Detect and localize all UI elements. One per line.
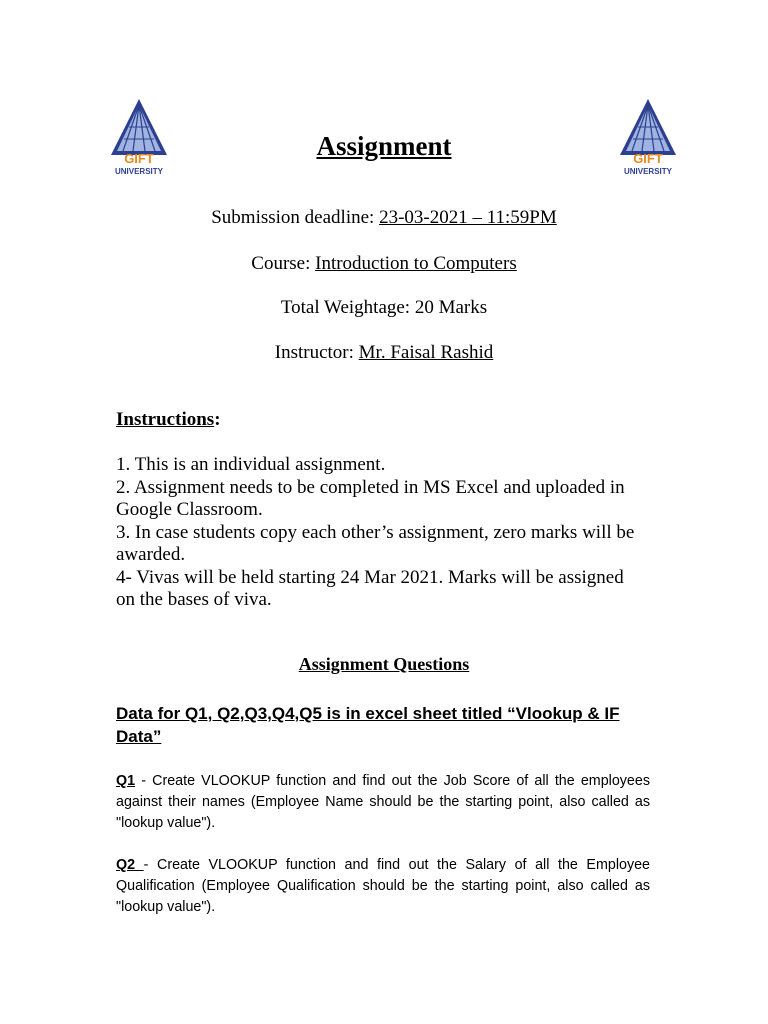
question-2-text: - Create VLOOKUP function and find out the Salary of all the Employee Qualification (Employee Qualification should be the starting point, also called as "lookup value"). — [116, 857, 651, 915]
instructor-line — [0, 342, 768, 364]
question-1 — [116, 771, 650, 834]
instructions-heading — [116, 409, 221, 431]
course-value: Introduction to Computers — [315, 253, 517, 274]
instruction-item: 4- Vivas will be held starting 24 Mar 2021. Marks will be assigned on the bases of viva. — [116, 566, 624, 610]
deadline-label: Submission deadline: — [211, 207, 380, 228]
instructor-value: Mr. Faisal Rashid — [358, 342, 494, 363]
instructions-heading-text: Instructions — [116, 409, 215, 430]
svg-text:UNIVERSITY: UNIVERSITY — [623, 167, 673, 176]
assignment-questions-heading: Assignment Questions — [298, 654, 470, 674]
question-1-text: - Create VLOOKUP function and find out the Job Score of all the employees against their names (Employee Name should be the starting point, also called as "lookup value"). — [116, 773, 650, 831]
page-title: Assignment — [316, 131, 452, 161]
weightage-line: Total Weightage: 20 Marks — [280, 297, 488, 318]
question-1-label: Q1 — [116, 773, 136, 789]
question-2-label: Q2 — [116, 857, 144, 873]
svg-text:UNIVERSITY: UNIVERSITY — [114, 167, 164, 176]
submission-deadline — [0, 207, 768, 229]
instructions-list — [116, 454, 636, 612]
instructions-heading-colon: : — [214, 409, 221, 430]
svg-text:GIFT: GIFT — [633, 151, 663, 166]
course-label: Course: — [251, 253, 316, 274]
instruction-item: 3. In case students copy each other’s assignment, zero marks will be awarded. — [116, 521, 635, 565]
instruction-item: 2. Assignment needs to be completed in MS Excel and uploaded in Google Classroom. — [116, 476, 625, 520]
instructor-label: Instructor: — [274, 342, 359, 363]
deadline-value: 23-03-2021 – 11:59PM — [379, 207, 557, 228]
data-source-heading: Data for Q1, Q2,Q3,Q4,Q5 is in excel sheet titled “Vlookup & IF Data” — [116, 704, 620, 746]
instruction-item: 1. This is an individual assignment. — [116, 454, 386, 475]
question-2 — [116, 855, 650, 918]
course-line — [0, 253, 768, 275]
svg-text:GIFT: GIFT — [124, 151, 154, 166]
